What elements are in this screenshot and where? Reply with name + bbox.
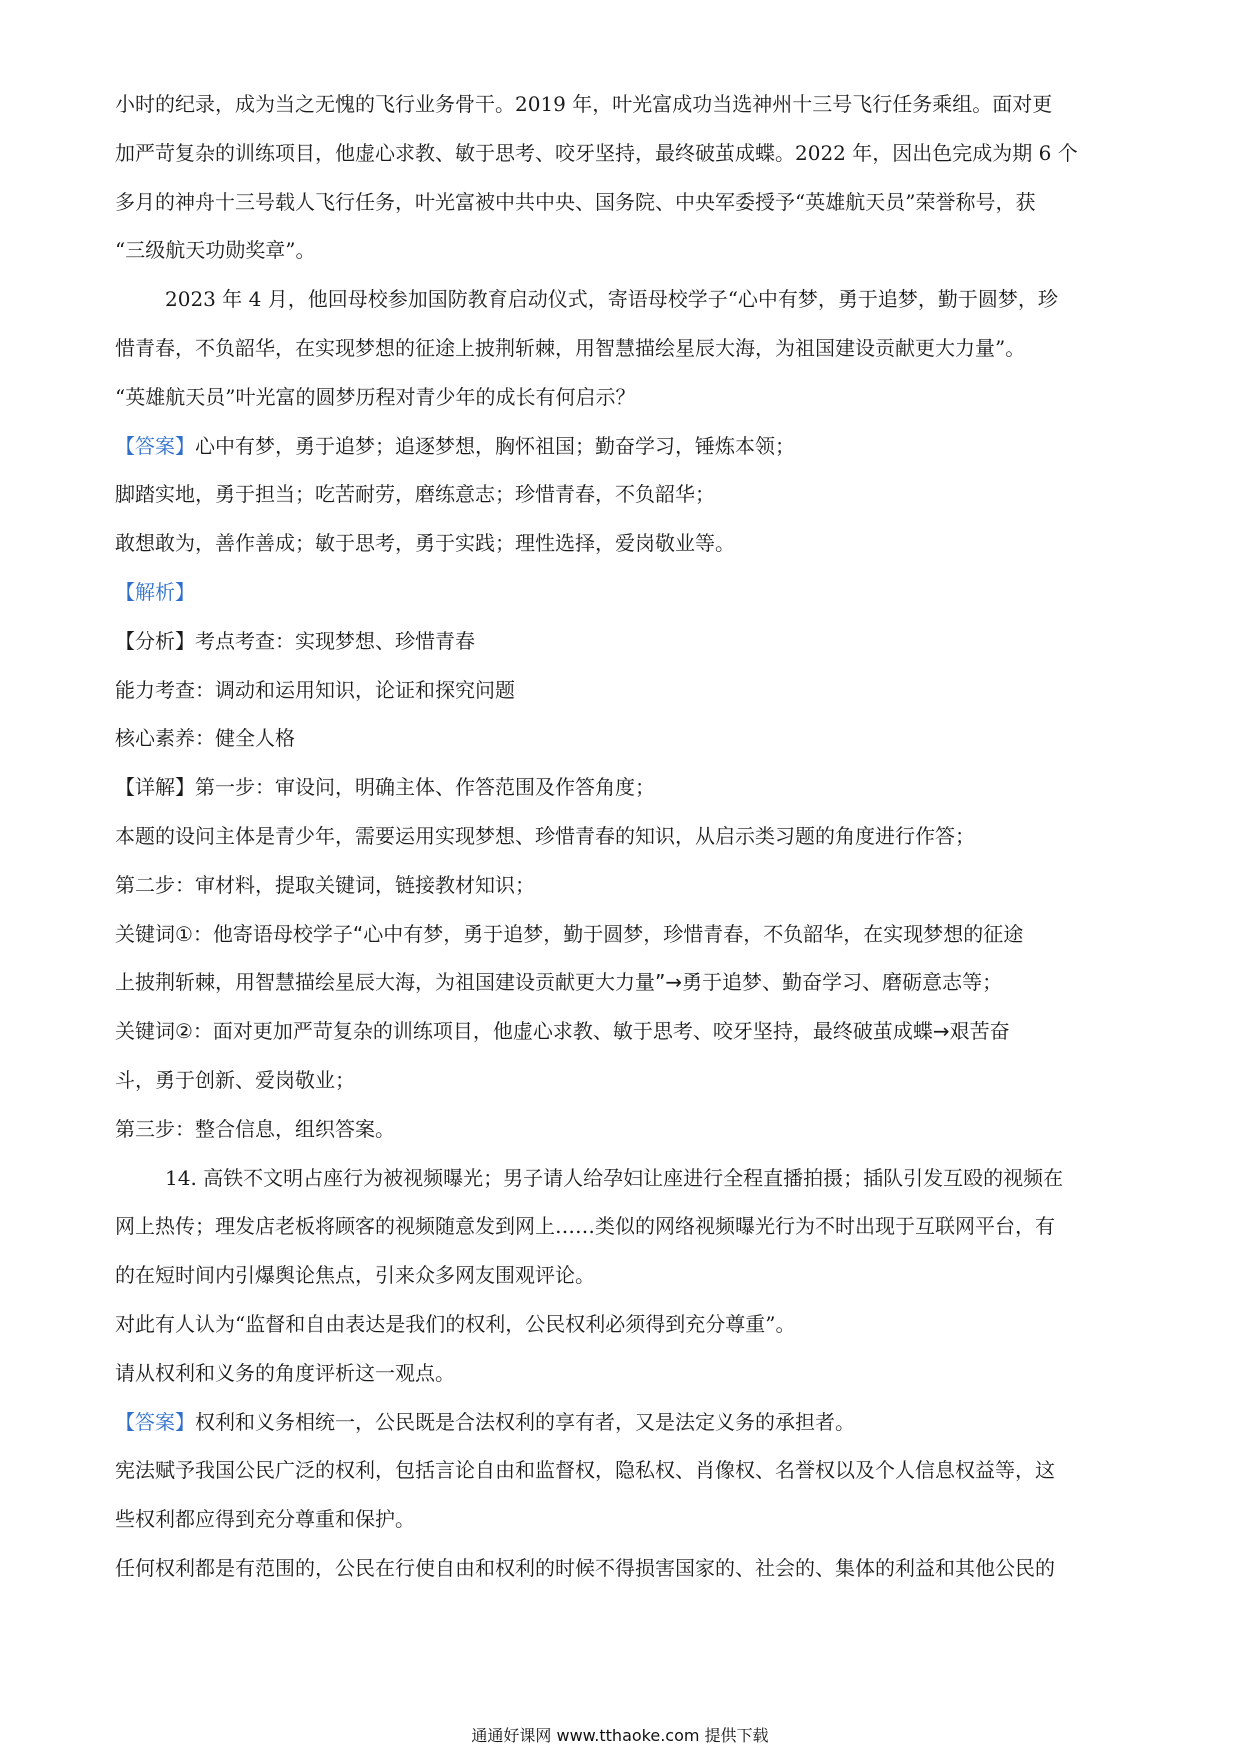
detail-line: 关键词①：他寄语母校学子“心中有梦，勇于追梦，勤于圆梦，珍惜青春，不负韶华，在实现梦想的征途 xyxy=(115,921,1024,946)
question-14-line: 网上热传；理发店老板将顾客的视频随意发到网上……类似的网络视频曝光行为不时出现于互联网平台，有 xyxy=(115,1214,1055,1239)
analysis-line: 【分析】考点考查：实现梦想、珍惜青春 xyxy=(115,628,475,653)
answer-text: 心中有梦，勇于追梦；追逐梦想，胸怀祖国；勤奋学习，锤炼本领； xyxy=(195,433,795,458)
answer-line: 宪法赋予我国公民广泛的权利，包括言论自由和监督权，隐私权、肖像权、名誉权以及个人信息权益等，这 xyxy=(115,1458,1055,1483)
page-footer: 通通好课网 www.tthaoke.com 提供下载 xyxy=(471,1726,769,1745)
analysis-line: 能力考查：调动和运用知识，论证和探究问题 xyxy=(115,677,515,702)
answer-line: 脚踏实地，勇于担当；吃苦耐劳，磨练意志；珍惜青春，不负韶华； xyxy=(115,482,715,507)
text-line: 加严苛复杂的训练项目，他虚心求教、敏于思考、咬牙坚持，最终破茧成蝶。2022 年，因出色完成为期 6 个 xyxy=(115,140,1078,165)
answer-line xyxy=(115,1398,1131,1447)
question-prompt: “英雄航天员”叶光富的圆梦历程对青少年的成长有何启示？ xyxy=(115,384,636,409)
text-line: 多月的神舟十三号载人飞行任务，叶光富被中共中央、国务院、中央军委授予“英雄航天员”荣誉称号，获 xyxy=(115,189,1036,214)
answer-line: 些权利都应得到充分尊重和保护。 xyxy=(115,1507,415,1532)
answer-line xyxy=(115,422,1131,471)
question-14-prompt: 请从权利和义务的角度评析这一观点。 xyxy=(115,1360,455,1385)
detail-line: 【详解】第一步：审设问，明确主体、作答范围及作答角度； xyxy=(115,775,655,800)
answer-tag: 【答案】 xyxy=(115,1409,195,1434)
text-line: 2023 年 4 月，他回母校参加国防教育启动仪式，寄语母校学子“心中有梦，勇于追梦，勤于圆梦，珍 xyxy=(165,287,1058,312)
text-line: “三级航天功勋奖章”。 xyxy=(115,238,316,263)
detail-line: 本题的设问主体是青少年，需要运用实现梦想、珍惜青春的知识，从启示类习题的角度进行作答； xyxy=(115,823,975,848)
question-14-line: 的在短时间内引爆舆论焦点，引来众多网友围观评论。 xyxy=(115,1263,595,1288)
question-14-line: 14. 高铁不文明占座行为被视频曝光；男子请人给孕妇让座进行全程直播拍摄；插队引发互殴的视频在 xyxy=(165,1165,1064,1190)
detail-line: 第三步：整合信息，组织答案。 xyxy=(115,1116,395,1141)
answer-line: 任何权利都是有范围的，公民在行使自由和权利的时候不得损害国家的、社会的、集体的利益和其他公民的 xyxy=(115,1555,1055,1580)
question-14-line: 对此有人认为“监督和自由表达是我们的权利，公民权利必须得到充分尊重”。 xyxy=(115,1311,796,1336)
text-line: 惜青春，不负韶华，在实现梦想的征途上披荆斩棘，用智慧描绘星辰大海，为祖国建设贡献更大力量”。 xyxy=(115,335,1026,360)
analysis-line: 核心素养：健全人格 xyxy=(115,726,295,751)
answer-text: 权利和义务相统一，公民既是合法权利的享有者，又是法定义务的承担者。 xyxy=(195,1409,855,1434)
document-body xyxy=(115,80,1131,1593)
detail-line: 关键词②：面对更加严苛复杂的训练项目，他虚心求教、敏于思考、咬牙坚持，最终破茧成蝶→艰苦奋 xyxy=(115,1019,1010,1044)
detail-line: 斗，勇于创新、爱岗敬业； xyxy=(115,1067,355,1092)
detail-line: 上披荆斩棘，用智慧描绘星辰大海，为祖国建设贡献更大力量”→勇于追梦、勤奋学习、磨砺意志等； xyxy=(115,970,1003,995)
analysis-tag: 【解析】 xyxy=(115,579,195,604)
answer-tag: 【答案】 xyxy=(115,433,195,458)
detail-line: 第二步：审材料，提取关键词，链接教材知识； xyxy=(115,872,535,897)
text-line: 小时的纪录，成为当之无愧的飞行业务骨干。2019 年，叶光富成功当选神州十三号飞行任务乘组。面对更 xyxy=(115,92,1053,116)
answer-line: 敢想敢为，善作善成；敏于思考，勇于实践；理性选择，爱岗敬业等。 xyxy=(115,531,735,556)
